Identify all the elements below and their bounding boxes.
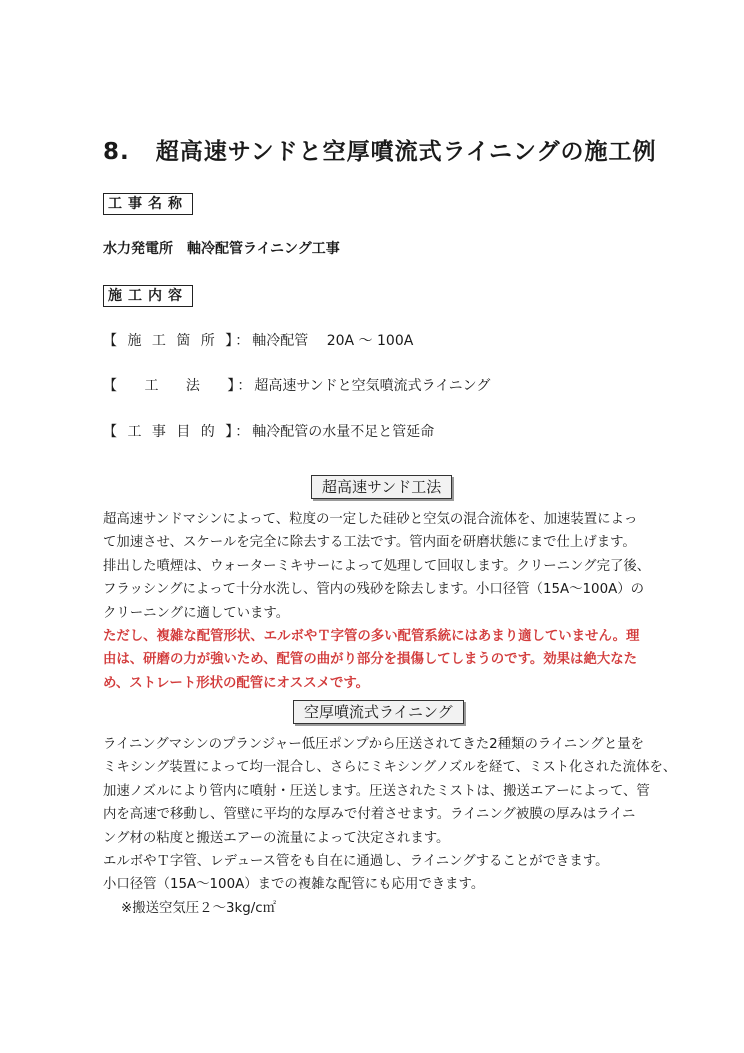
warning-line: 由は、研磨の力が強いため、配管の曲がり部分を損傷してしまうのです。効果は絶大なた	[103, 652, 638, 668]
spec-label: 【 工 事 目 的 】：	[103, 424, 253, 440]
spec-label: 【 施 工 箇 所 】：	[103, 333, 253, 349]
sand-method-description	[103, 508, 693, 695]
section-number: 8.	[103, 139, 130, 165]
pressure-note: ※搬送空気圧２～3kg/c㎡	[121, 900, 276, 916]
paragraph-line: クリーニングに適しています。	[103, 605, 290, 621]
paragraph-line: て加速させ、スケールを完全に除去する工法です。管内面を研磨状態にまで仕上げます。	[103, 535, 636, 551]
spec-value: 軸冷配管 20A ～ 100A	[252, 333, 414, 349]
spec-row-method	[103, 375, 490, 395]
project-name-label: 工事名称	[103, 193, 193, 215]
warning-line: め、ストレート形状の配管にオススメです。	[103, 675, 370, 691]
paragraph-line: ミキシング装置によって均一混合し、さらにミキシングノズルを経て、ミスト化された流体を、	[103, 760, 677, 776]
paragraph-line: エルボやＴ字管、レデュース管をも自在に通過し、ライニングすることができます。	[103, 854, 609, 870]
page-title	[103, 133, 657, 166]
title-text: 超高速サンドと空厚噴流式ライニングの施工例	[155, 139, 657, 165]
spec-row-location	[103, 330, 413, 350]
spec-label: 【 工 法 】：	[103, 378, 255, 394]
project-name: 水力発電所 軸冷配管ライニング工事	[103, 241, 340, 257]
paragraph-line: 小口径管（15A～100A）までの複雑な配管にも応用できます。	[103, 877, 485, 893]
paragraph-line: 加速ノズルにより管内に噴射・圧送します。圧送されたミストは、搬送エアーによって、管	[103, 783, 650, 799]
section-heading-lining: 空厚噴流式ライニング	[293, 700, 464, 724]
paragraph-line: 超高速サンドマシンによって、粒度の一定した硅砂と空気の混合流体を、加速装置によっ	[103, 512, 638, 527]
spec-value: 超高速サンドと空気噴流式ライニング	[254, 378, 491, 394]
paragraph-line: 内を高速で移動し、管壁に平均的な厚みで付着させます。ライニング被膜の厚みはライニ	[103, 807, 636, 823]
paragraph-line: ング材の粘度と搬送エアーの流量によって決定されます。	[103, 830, 450, 846]
paragraph-line: 排出した噴煙は、ウォーターミキサーによって処理して回収します。クリーニング完了後、	[103, 558, 651, 574]
spec-row-purpose	[103, 421, 434, 441]
spec-value: 軸冷配管の水量不足と管延命	[252, 424, 435, 440]
lining-method-description	[103, 733, 693, 920]
section-heading-sand: 超高速サンド工法	[311, 475, 452, 499]
work-content-label: 施工内容	[103, 285, 193, 307]
paragraph-line: ライニングマシンのプランジャー低圧ポンプから圧送されてきた2種類のライニングと量を	[103, 737, 645, 752]
warning-line: ただし、複雑な配管形状、エルボやＴ字管の多い配管系統にはあまり適していません。理	[103, 629, 640, 645]
paragraph-line: フラッシングによって十分水洗し、管内の残砂を除去します。小口径管（15A～100A）の	[103, 582, 645, 598]
